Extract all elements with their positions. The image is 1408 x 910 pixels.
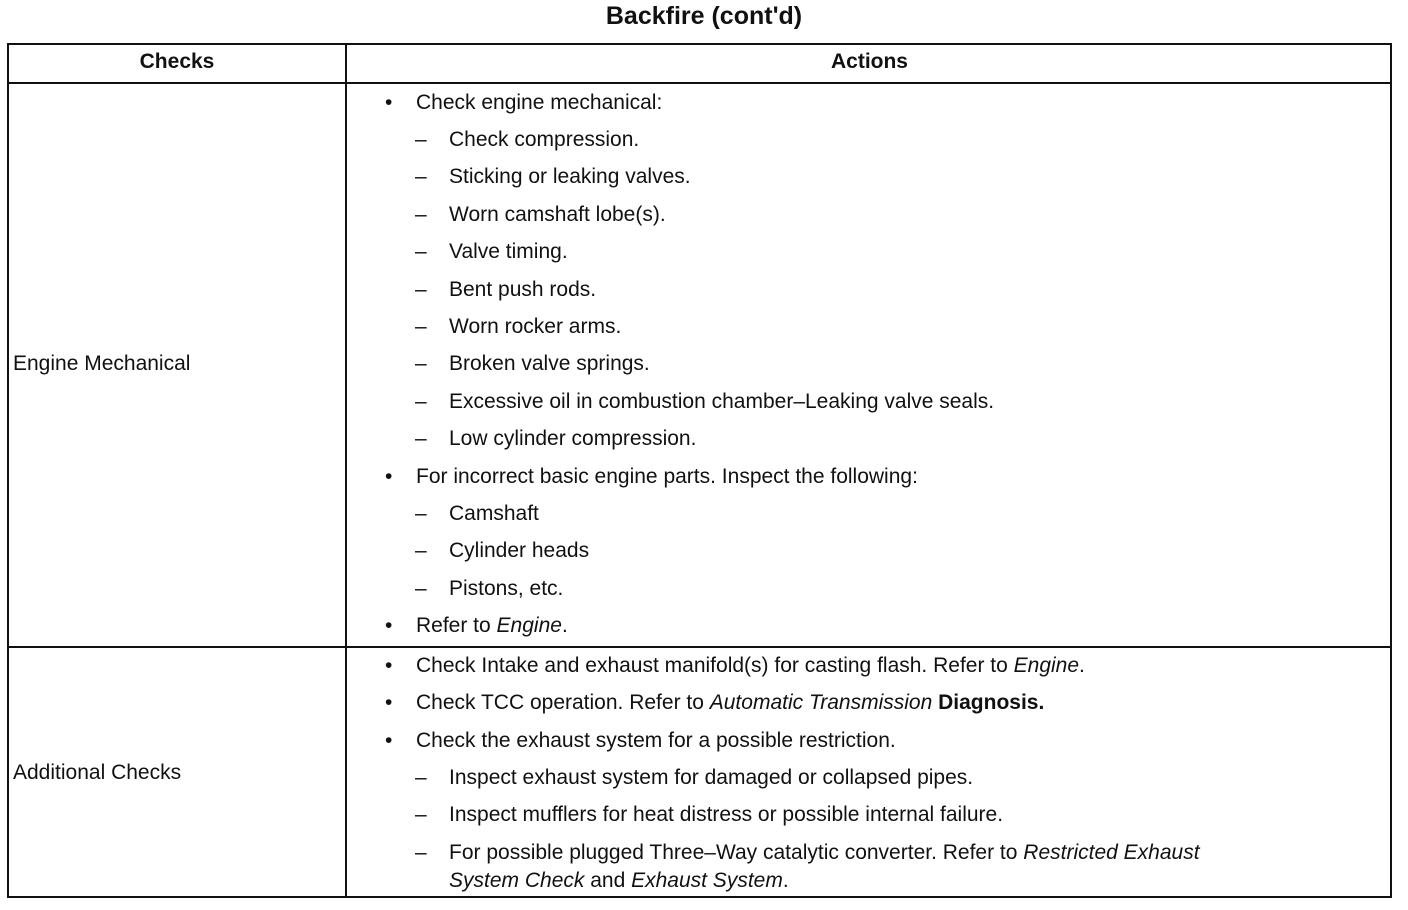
action-text xyxy=(416,689,1044,717)
reference-restricted-exhaust: Restricted Exhaust xyxy=(1023,841,1200,864)
action-text-tail: . xyxy=(782,869,789,892)
action-text-tail: . xyxy=(561,614,568,637)
reference-diagnosis: Diagnosis xyxy=(938,691,1039,714)
action-text: Inspect exhaust system for damaged or collapsed pipes. xyxy=(449,766,974,789)
dash-icon: – xyxy=(415,427,427,450)
action-text-tail: . xyxy=(1079,654,1085,677)
bullet-icon: • xyxy=(385,465,393,488)
dash-icon: – xyxy=(415,766,427,789)
dash-icon: – xyxy=(415,315,427,338)
dash-icon: – xyxy=(415,841,427,864)
action-text-tail: . xyxy=(1038,691,1045,714)
dash-icon: – xyxy=(415,390,427,413)
reference-system-check: System Check xyxy=(449,869,585,892)
reference-automatic-transmission: Automatic Transmission xyxy=(709,691,933,714)
action-text: Excessive oil in combustion chamber–Leaking valve seals. xyxy=(449,390,995,413)
action-text-lead: Check TCC operation. Refer to xyxy=(416,691,710,714)
row-divider xyxy=(7,646,1392,648)
action-text: Broken valve springs. xyxy=(449,352,650,375)
dash-icon: – xyxy=(415,803,427,826)
action-text xyxy=(416,612,568,640)
check-label-additional-checks: Additional Checks xyxy=(13,761,182,784)
action-text: Check engine mechanical: xyxy=(416,91,663,114)
column-header-checks: Checks xyxy=(139,50,215,73)
action-text: Pistons, etc. xyxy=(449,577,564,600)
dash-icon: – xyxy=(415,577,427,600)
action-text xyxy=(449,839,1200,867)
action-text: For incorrect basic engine parts. Inspect the following: xyxy=(416,465,918,488)
action-text-mid: and xyxy=(584,869,632,892)
bullet-icon: • xyxy=(385,91,393,114)
action-text: Valve timing. xyxy=(449,240,568,263)
action-text: Check the exhaust system for a possible restriction. xyxy=(416,729,896,752)
dash-icon: – xyxy=(415,203,427,226)
action-text: Worn rocker arms. xyxy=(449,315,622,338)
action-text: Inspect mufflers for heat distress or possible internal failure. xyxy=(449,803,1004,826)
dash-icon: – xyxy=(415,278,427,301)
column-header-actions: Actions xyxy=(830,50,908,73)
bullet-icon: • xyxy=(385,654,393,677)
action-text-lead: For possible plugged Three–Way catalytic converter. Refer to xyxy=(449,841,1024,864)
reference-exhaust-system: Exhaust System xyxy=(631,869,783,892)
reference-engine: Engine xyxy=(1013,654,1080,677)
action-text: Cylinder heads xyxy=(449,539,590,562)
check-label-engine-mechanical: Engine Mechanical xyxy=(13,352,191,375)
action-text: Bent push rods. xyxy=(449,278,597,301)
bullet-icon: • xyxy=(385,614,393,637)
bullet-icon: • xyxy=(385,691,393,714)
action-text: Check compression. xyxy=(449,128,640,151)
action-text: Low cylinder compression. xyxy=(449,427,697,450)
header-divider xyxy=(7,82,1392,84)
reference-engine: Engine xyxy=(496,614,562,637)
page-title: Backfire (cont'd) xyxy=(605,2,803,30)
action-text xyxy=(416,652,1085,680)
action-text: Camshaft xyxy=(449,502,539,525)
action-text: Worn camshaft lobe(s). xyxy=(449,203,666,226)
action-text-lead: Check Intake and exhaust manifold(s) for casting flash. Refer to xyxy=(416,654,1014,677)
action-text: Sticking or leaking valves. xyxy=(449,165,691,188)
dash-icon: – xyxy=(415,128,427,151)
dash-icon: – xyxy=(415,240,427,263)
action-text xyxy=(449,867,789,895)
column-divider xyxy=(345,43,347,898)
dash-icon: – xyxy=(415,502,427,525)
dash-icon: – xyxy=(415,352,427,375)
bullet-icon: • xyxy=(385,729,393,752)
action-text-lead: Refer to xyxy=(416,614,497,637)
dash-icon: – xyxy=(415,539,427,562)
dash-icon: – xyxy=(415,165,427,188)
